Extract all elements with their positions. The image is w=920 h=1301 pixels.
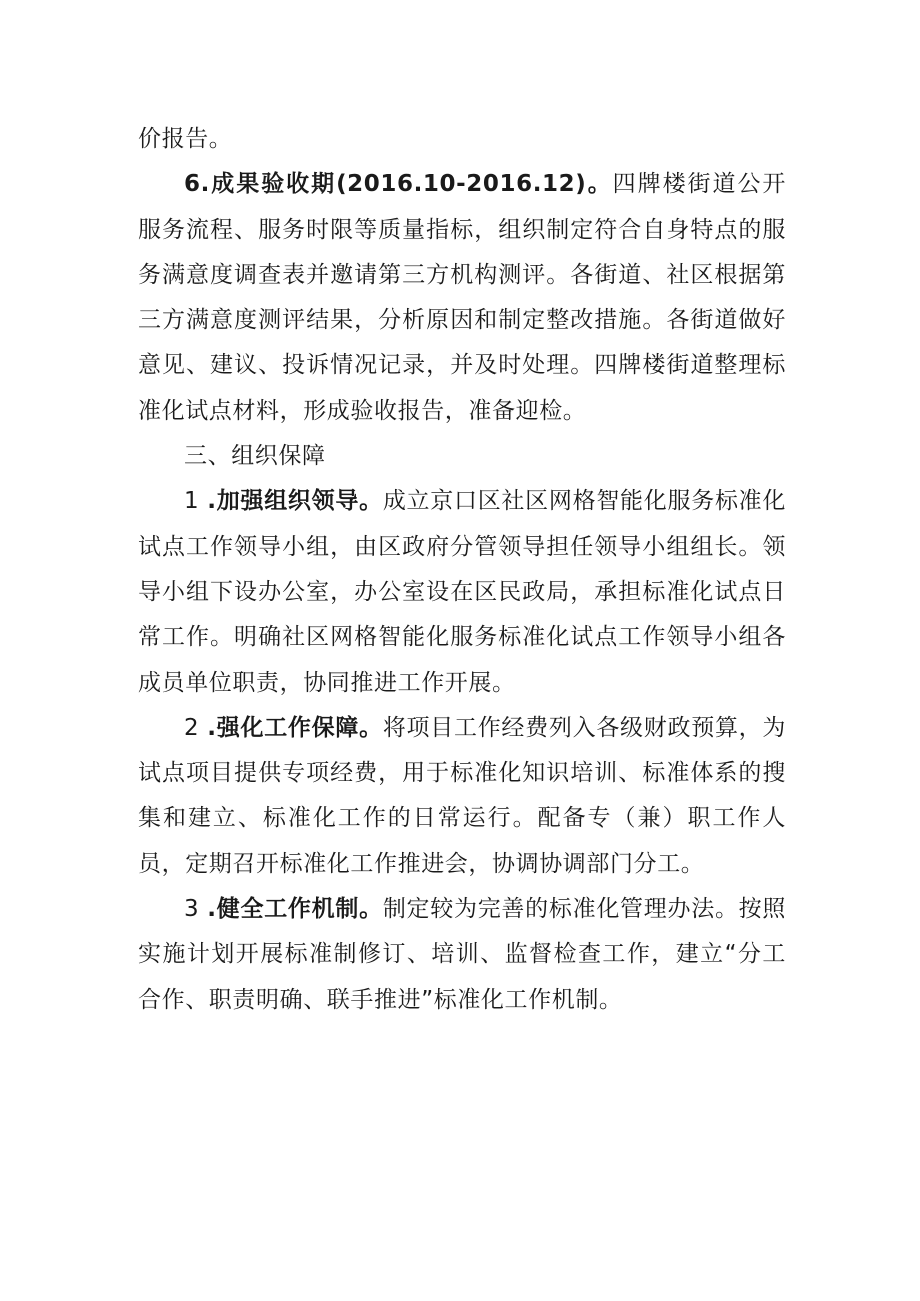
document-body xyxy=(138,117,786,1023)
paragraph-text: 成立京口区社区网格智能化服务标准化试点工作领导小组，由区政府分管领导担任领导小组组长。领导小组下设办公室，办公室设在区民政局，承担标准化试点日常工作。明确社区网格智能化服务标准化试点工作领导小组各成员单位职责，协同推进工作开展。 xyxy=(138,488,786,696)
paragraph-text: 价报告。 xyxy=(138,126,233,152)
item-number: 2 xyxy=(184,714,208,741)
paragraph-lead: .强化工作保障。 xyxy=(207,714,383,741)
paragraph-acceptance-phase xyxy=(138,162,786,434)
paragraph-lead: .加强组织领导。 xyxy=(207,488,383,515)
paragraph-text: 制定较为完善的标准化管理办法。按照实施计划开展标准制修订、培训、监督检查工作，建立“分工合作、职责明确、联手推进”标准化工作机制。 xyxy=(138,896,786,1013)
paragraph-item-3 xyxy=(138,887,786,1023)
item-number: 1 xyxy=(184,488,208,515)
paragraph-lead: .健全工作机制。 xyxy=(207,896,383,923)
paragraph-text: 四牌楼街道公开服务流程、服务时限等质量指标，组织制定符合自身特点的服务满意度调查表并邀请第三方机构测评。各街道、社区根据第三方满意度测评结果，分析原因和制定整改措施。各街道做好意见、建议、投诉情况记录，并及时处理。四牌楼街道整理标准化试点材料，形成验收报告，准备迎检。 xyxy=(138,171,787,424)
paragraph-lead: 6.成果验收期(2016.10-2016.12)。 xyxy=(184,171,613,198)
item-number: 3 xyxy=(184,896,208,923)
paragraph-continuation xyxy=(138,117,786,162)
paragraph-text: 将项目工作经费列入各级财政预算，为试点项目提供专项经费，用于标准化知识培训、标准体系的搜集和建立、标准化工作的日常运行。配备专（兼）职工作人员，定期召开标准化工作推进会，协调协调部门分工。 xyxy=(138,714,786,877)
paragraph-item-1 xyxy=(138,479,786,705)
paragraph-item-2 xyxy=(138,706,786,887)
section-heading: 三、组织保障 xyxy=(184,443,326,470)
